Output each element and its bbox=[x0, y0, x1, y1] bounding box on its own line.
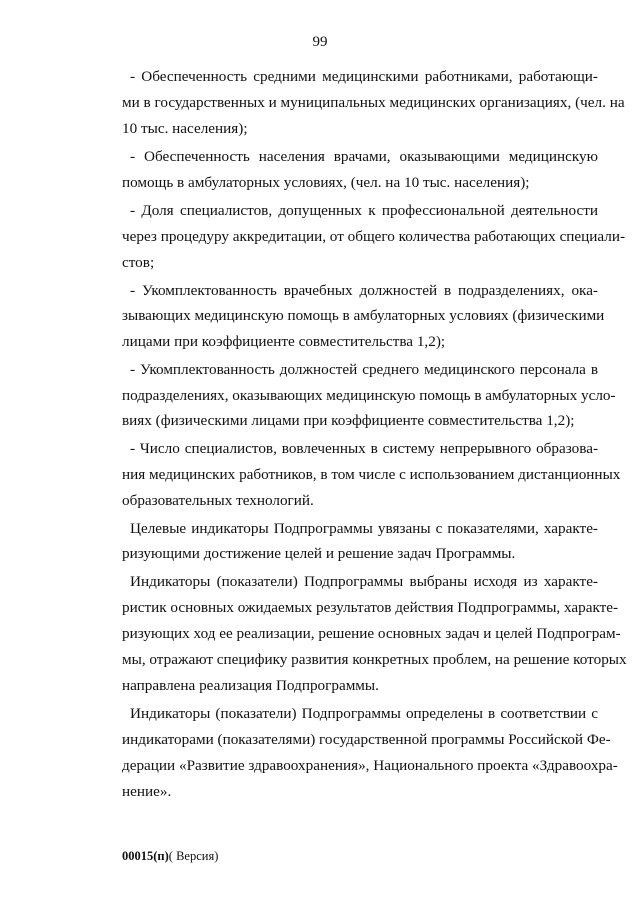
text-line: - Доля специалистов, допущенных к профессиональной деятельности bbox=[130, 202, 598, 219]
text-line: подразделениях, оказывающих медицинскую помощь в амбулаторных усло- bbox=[122, 387, 616, 404]
page-number: 99 bbox=[312, 34, 328, 50]
footer-version bbox=[122, 849, 218, 864]
text-line: дерации «Развитие здравоохранения», Национального проекта «Здравоохра- bbox=[122, 757, 618, 774]
text-line: ми в государственных и муниципальных медицинских организациях, (чел. на bbox=[122, 94, 625, 111]
text-line: Индикаторы (показатели) Подпрограммы выбраны исходя из характе- bbox=[130, 573, 598, 590]
text-line: направлена реализация Подпрограммы. bbox=[122, 677, 379, 694]
text-line: лицами при коэффициенте совместительства 1,2); bbox=[122, 333, 446, 350]
text-line: индикаторами (показателями) государственной программы Российской Фе- bbox=[122, 731, 611, 748]
text-line: ристик основных ожидаемых результатов действия Подпрограммы, характе- bbox=[122, 599, 619, 616]
text-line: 10 тыс. населения); bbox=[122, 120, 248, 137]
text-line: помощь в амбулаторных условиях, (чел. на 10 тыс. населения); bbox=[122, 174, 530, 191]
text-line: виях (физическими лицами при коэффициенте совместительства 1,2); bbox=[122, 412, 575, 429]
text-line: зывающих медицинскую помощь в амбулаторных условиях (физическими bbox=[122, 307, 605, 324]
text-line: Индикаторы (показатели) Подпрограммы определены в соответствии с bbox=[130, 705, 598, 722]
text-line: Целевые индикаторы Подпрограммы увязаны с показателями, характе- bbox=[130, 520, 598, 537]
text-line: нение». bbox=[122, 783, 172, 800]
text-line: мы, отражают специфику развития конкретных проблем, на решение которых bbox=[122, 651, 627, 668]
text-line: - Обеспеченность средними медицинскими работниками, работающи- bbox=[130, 68, 598, 85]
text-line: - Число специалистов, вовлеченных в систему непрерывного образова- bbox=[130, 440, 598, 457]
text-line: - Укомплектованность должностей среднего медицинского персонала в bbox=[130, 361, 598, 378]
text-line: - Укомплектованность врачебных должностей в подразделениях, ока- bbox=[130, 282, 598, 299]
text-line: образовательных технологий. bbox=[122, 492, 314, 509]
text-line: ния медицинских работников, в том числе с использованием дистанционных bbox=[122, 466, 621, 483]
text-line: стов; bbox=[122, 254, 155, 271]
text-line: ризующими достижение целей и решение задач Программы. bbox=[122, 545, 516, 562]
text-line: ризующих ход ее реализации, решение основных задач и целей Подпрограм- bbox=[122, 625, 621, 642]
text-line: - Обеспеченность населения врачами, оказывающими медицинскую bbox=[130, 148, 598, 165]
footer-version-label: ( Версия) bbox=[168, 849, 219, 863]
footer-code: 00015(п) bbox=[122, 849, 169, 863]
text-line: через процедуру аккредитации, от общего количества работающих специали- bbox=[122, 228, 626, 245]
